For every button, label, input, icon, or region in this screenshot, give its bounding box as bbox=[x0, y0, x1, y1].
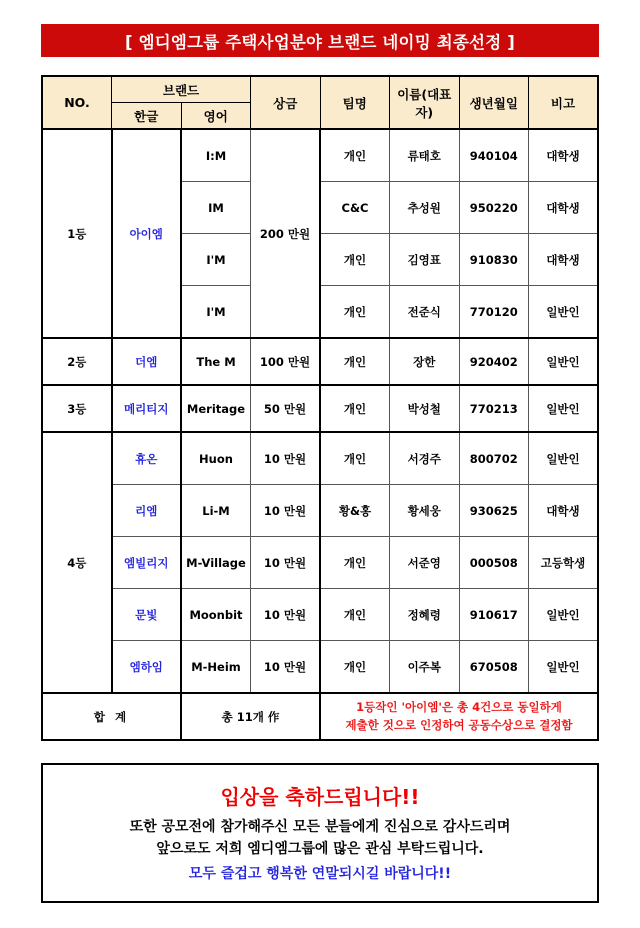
cell-rank: 2등 bbox=[42, 338, 112, 385]
cell-name: 류태호 bbox=[390, 129, 460, 182]
cell-brand-korean: 문빛 bbox=[112, 589, 182, 641]
cell-note: 일반인 bbox=[529, 385, 599, 432]
table-row bbox=[42, 589, 598, 641]
cell-note: 일반인 bbox=[529, 432, 599, 485]
summary-note-line-1: 1등작인 '아이엠'은 총 4건으로 동일하게 bbox=[356, 699, 562, 714]
cell-rank: 1등 bbox=[42, 129, 112, 338]
cell-rank: 3등 bbox=[42, 385, 112, 432]
cell-team: 황&홍 bbox=[320, 485, 390, 537]
cell-brand-english: Moonbit bbox=[181, 589, 251, 641]
cell-name: 이주복 bbox=[390, 641, 460, 694]
congratulations-line-1: 또한 공모전에 참가해주신 모든 분들에게 진심으로 감사드리며 bbox=[129, 819, 511, 835]
cell-note: 일반인 bbox=[529, 641, 599, 694]
cell-rank: 4등 bbox=[42, 432, 112, 693]
table-row bbox=[42, 338, 598, 385]
cell-birthdate: 670508 bbox=[459, 641, 529, 694]
cell-birthdate: 940104 bbox=[459, 129, 529, 182]
summary-count: 총 11개 作 bbox=[181, 693, 320, 740]
column-header-no: NO. bbox=[42, 76, 112, 129]
cell-brand-korean: 엠하임 bbox=[112, 641, 182, 694]
column-header-team: 팀명 bbox=[320, 76, 390, 129]
page-title: [ 엠디엠그룹 주택사업분야 브랜드 네이밍 최종선정 ] bbox=[41, 24, 599, 57]
award-results-table bbox=[41, 75, 599, 741]
congratulations-line-2: 앞으로도 저희 엠디엠그룹에 많은 관심 부탁드립니다. bbox=[156, 840, 484, 857]
cell-birthdate: 920402 bbox=[459, 338, 529, 385]
cell-brand-korean: 리엠 bbox=[112, 485, 182, 537]
column-header-prize: 상금 bbox=[251, 76, 321, 129]
table-row bbox=[42, 537, 598, 589]
cell-note: 대학생 bbox=[529, 129, 599, 182]
cell-birthdate: 950220 bbox=[459, 182, 529, 234]
document-page bbox=[0, 24, 640, 928]
cell-team: C&C bbox=[320, 182, 390, 234]
cell-birthdate: 770213 bbox=[459, 385, 529, 432]
cell-birthdate: 800702 bbox=[459, 432, 529, 485]
cell-note: 대학생 bbox=[529, 182, 599, 234]
cell-note: 일반인 bbox=[529, 589, 599, 641]
cell-birthdate: 930625 bbox=[459, 485, 529, 537]
cell-brand-english: Meritage bbox=[181, 385, 251, 432]
cell-note: 일반인 bbox=[529, 286, 599, 339]
cell-name: 전준식 bbox=[390, 286, 460, 339]
cell-name: 황세웅 bbox=[390, 485, 460, 537]
table-body bbox=[42, 129, 598, 740]
cell-birthdate: 910830 bbox=[459, 234, 529, 286]
summary-note bbox=[320, 693, 598, 740]
table-header bbox=[42, 76, 598, 129]
column-header-birthdate: 생년월일 bbox=[459, 76, 529, 129]
cell-brand-korean: 메리티지 bbox=[112, 385, 182, 432]
cell-prize: 10 만원 bbox=[251, 485, 321, 537]
cell-brand-korean: 휴온 bbox=[112, 432, 182, 485]
header-row-top bbox=[42, 76, 598, 103]
cell-prize: 50 만원 bbox=[251, 385, 321, 432]
table-row bbox=[42, 485, 598, 537]
column-header-brand: 브랜드 bbox=[112, 76, 251, 103]
cell-team: 개인 bbox=[320, 641, 390, 694]
cell-brand-english: I'M bbox=[181, 234, 251, 286]
congratulations-line-3: 모두 즐겁고 행복한 연말되시길 바랍니다!! bbox=[188, 866, 452, 883]
table-row bbox=[42, 385, 598, 432]
table-row bbox=[42, 432, 598, 485]
column-header-brand-korean: 한글 bbox=[112, 103, 182, 130]
cell-name: 서경주 bbox=[390, 432, 460, 485]
cell-brand-english: I:M bbox=[181, 129, 251, 182]
cell-birthdate: 000508 bbox=[459, 537, 529, 589]
cell-team: 개인 bbox=[320, 286, 390, 339]
cell-brand-korean: 엠빌리지 bbox=[112, 537, 182, 589]
cell-brand-english: I'M bbox=[181, 286, 251, 339]
cell-note: 고등학생 bbox=[529, 537, 599, 589]
cell-prize: 200 만원 bbox=[251, 129, 321, 338]
cell-name: 장한 bbox=[390, 338, 460, 385]
cell-team: 개인 bbox=[320, 589, 390, 641]
cell-note: 일반인 bbox=[529, 338, 599, 385]
cell-prize: 10 만원 bbox=[251, 589, 321, 641]
cell-team: 개인 bbox=[320, 432, 390, 485]
cell-prize: 10 만원 bbox=[251, 537, 321, 589]
cell-team: 개인 bbox=[320, 234, 390, 286]
cell-name: 서준영 bbox=[390, 537, 460, 589]
congratulations-box bbox=[41, 763, 599, 903]
table-row bbox=[42, 129, 598, 182]
cell-prize: 10 만원 bbox=[251, 641, 321, 694]
congratulations-heading: 입상을 축하드립니다!! bbox=[220, 785, 420, 809]
cell-brand-english: Huon bbox=[181, 432, 251, 485]
cell-name: 정혜령 bbox=[390, 589, 460, 641]
cell-name: 박성철 bbox=[390, 385, 460, 432]
cell-brand-english: Li-M bbox=[181, 485, 251, 537]
cell-brand-english: M-Heim bbox=[181, 641, 251, 694]
cell-birthdate: 910617 bbox=[459, 589, 529, 641]
cell-team: 개인 bbox=[320, 537, 390, 589]
column-header-brand-english: 영어 bbox=[181, 103, 251, 130]
cell-brand-korean: 아이엠 bbox=[112, 129, 182, 338]
cell-brand-english: The M bbox=[181, 338, 251, 385]
table-summary-row bbox=[42, 693, 598, 740]
cell-brand-korean: 더엠 bbox=[112, 338, 182, 385]
summary-note-line-2: 제출한 것으로 인정하여 공동수상으로 결정함 bbox=[345, 717, 573, 732]
cell-brand-english: M-Village bbox=[181, 537, 251, 589]
cell-team: 개인 bbox=[320, 385, 390, 432]
cell-note: 대학생 bbox=[529, 485, 599, 537]
column-header-note: 비고 bbox=[529, 76, 599, 129]
cell-prize: 10 만원 bbox=[251, 432, 321, 485]
cell-name: 김영표 bbox=[390, 234, 460, 286]
cell-name: 추성원 bbox=[390, 182, 460, 234]
cell-brand-english: IM bbox=[181, 182, 251, 234]
cell-team: 개인 bbox=[320, 129, 390, 182]
summary-label: 합 계 bbox=[42, 693, 181, 740]
table-row bbox=[42, 641, 598, 694]
cell-birthdate: 770120 bbox=[459, 286, 529, 339]
cell-prize: 100 만원 bbox=[251, 338, 321, 385]
column-header-name: 이름(대표자) bbox=[390, 76, 460, 129]
cell-team: 개인 bbox=[320, 338, 390, 385]
cell-note: 대학생 bbox=[529, 234, 599, 286]
